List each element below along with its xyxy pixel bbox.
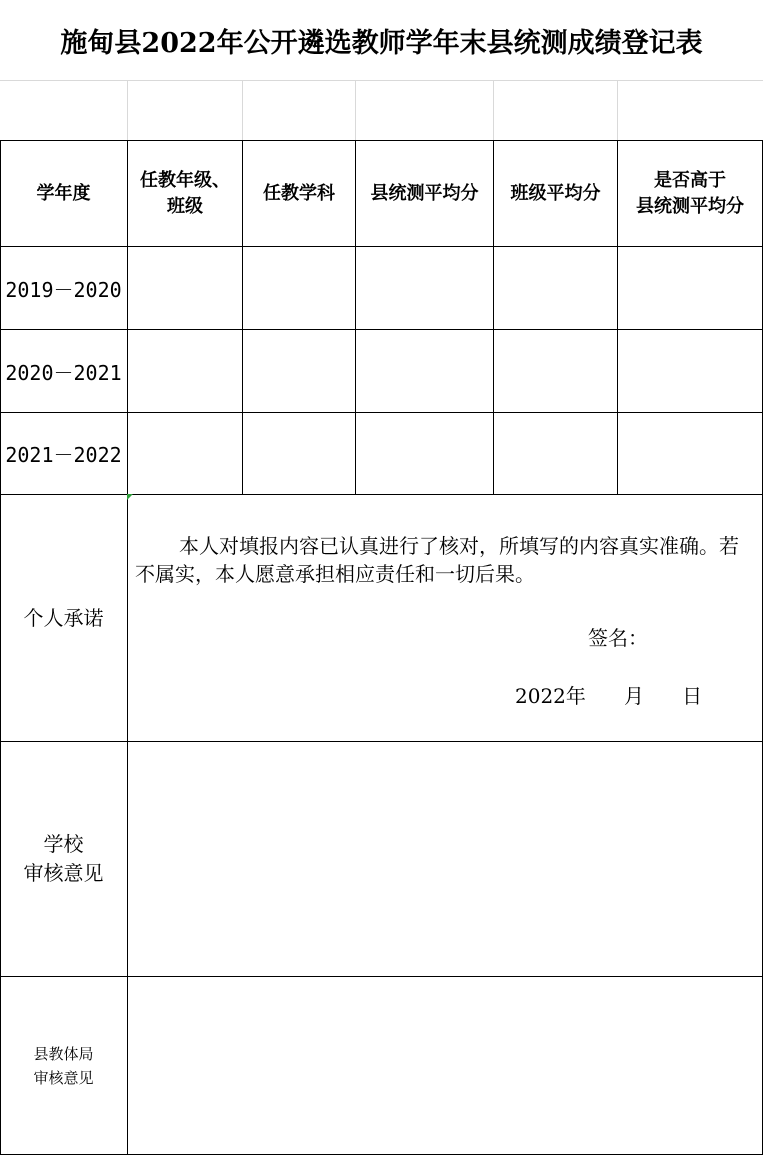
table-row-year: 2019－2020 [5,277,122,302]
higher-cell[interactable] [618,247,762,329]
header-subject: 任教学科 [263,182,335,204]
county-avg-cell[interactable] [356,247,493,329]
subject-cell[interactable] [243,330,355,412]
table-row-year: 2020－2021 [5,360,122,385]
higher-cell[interactable] [618,413,762,494]
school-review-label [0,742,127,976]
county-review-label [0,977,127,1154]
county-review-label-line2: 审核意见 [33,1068,94,1087]
county-review-field[interactable] [128,977,762,1154]
school-review-label-line1: 学校 [43,832,84,856]
county-avg-cell[interactable] [356,330,493,412]
class-avg-cell[interactable] [494,247,617,329]
class-avg-cell[interactable] [494,413,617,494]
grade-class-cell[interactable] [128,330,242,412]
class-avg-cell[interactable] [494,330,617,412]
table-row-year: 2021－2022 [5,443,122,467]
header-higher-line2: 县统测平均分 [636,195,744,217]
form-title: 施甸县2022年公开遴选教师学年末县统测成绩登记表 [0,0,763,81]
school-review-label-line2: 审核意见 [23,861,104,885]
grade-class-cell[interactable] [128,247,242,329]
county-avg-cell[interactable] [356,413,493,494]
header-grade-class-line1: 任教年级、 [140,169,230,191]
school-review-field[interactable] [128,742,762,976]
subject-cell[interactable] [243,413,355,494]
header-class-avg: 班级平均分 [510,182,601,204]
date-line: 2022年 月 日 [515,684,703,708]
higher-cell[interactable] [618,330,762,412]
pledge-label: 个人承诺 [23,605,104,630]
header-grade-class-line2: 班级 [167,195,203,217]
header-grade-class [128,141,242,246]
header-higher-line1: 是否高于 [654,169,726,191]
pledge-text: 本人对填报内容已认真进行了核对，所填写的内容真实准确。若不属实，本人愿意承担相应责任和一切后果。 [135,534,739,586]
subject-cell[interactable] [243,247,355,329]
header-county-avg: 县统测平均分 [370,182,479,204]
grade-class-cell[interactable] [128,413,242,494]
cell-marker [127,494,133,500]
county-review-label-line1: 县教体局 [33,1044,94,1063]
header-year: 学年度 [36,182,91,204]
header-higher [618,141,762,246]
signature-label: 签名： [588,626,648,650]
